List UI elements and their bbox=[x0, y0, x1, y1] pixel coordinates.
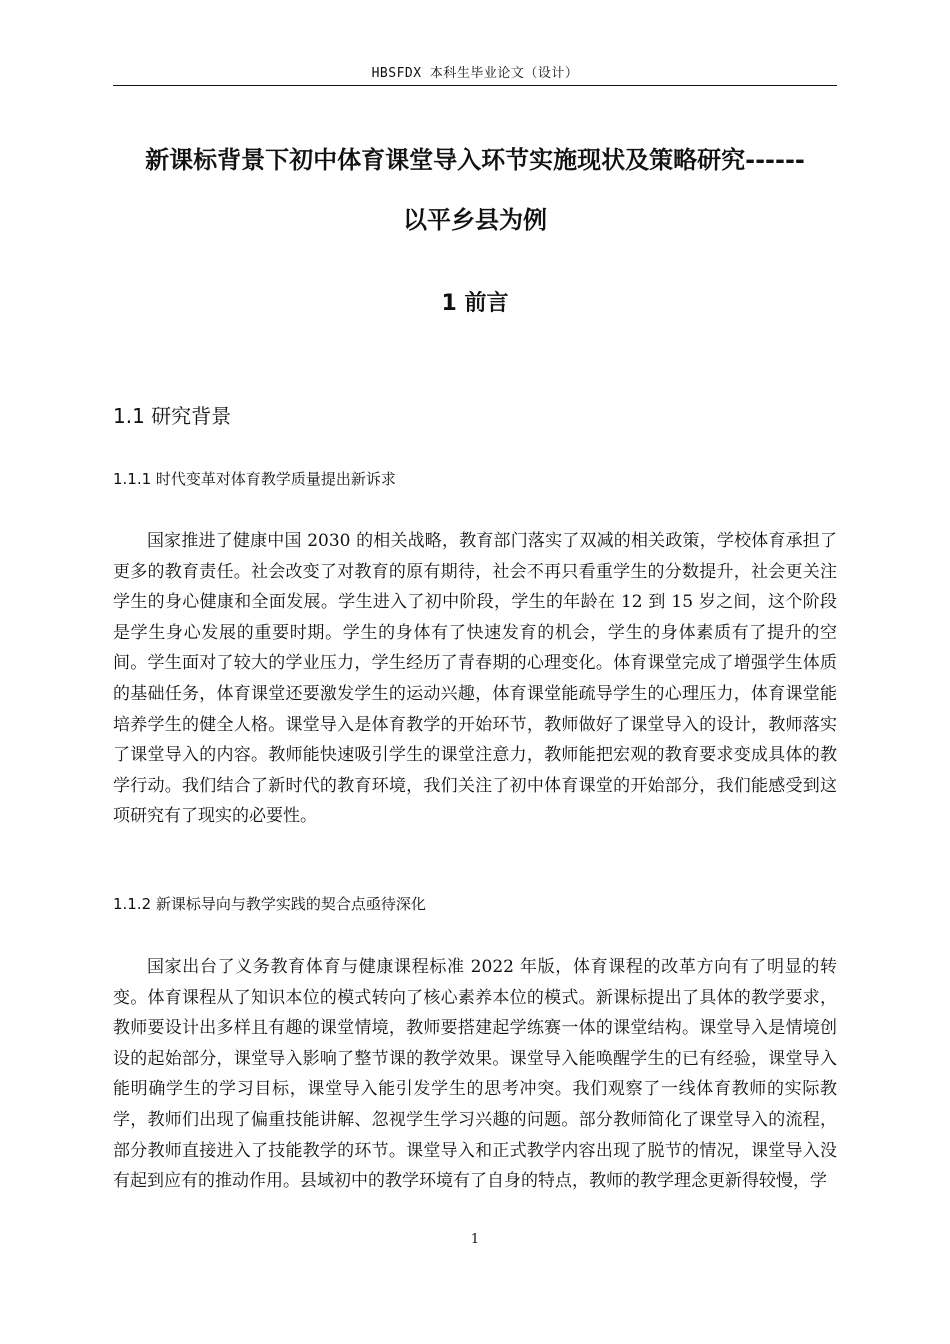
body-paragraph-1: 国家推进了健康中国 2030 的相关战略，教育部门落实了双减的相关政策，学校体育承担了更多的教育责任。社会改变了对教育的原有期待，社会不再只看重学生的分数提升，社会更关注学生的身心健康和全面发展。学生进入了初中阶段，学生的年龄在 12 到 15 岁之间，这个阶段是学生身心发展的重要时期。学生的身体有了快速发育的机会，学生的身体素质有了提升的空间。学生面对了较大的学业压力，学生经历了青春期的心理变化。体育课堂完成了增强学生体质的基础任务，体育课堂还要激发学生的运动兴趣，体育课堂能疏导学生的心理压力，体育课堂能培养学生的健全人格。课堂导入是体育教学的开始环节，教师做好了课堂导入的设计，教师落实了课堂导入的内容。教师能快速吸引学生的课堂注意力，教师能把宏观的教育要求变成具体的教学行动。我们结合了新时代的教育环境，我们关注了初中体育课堂的开始部分，我们能感受到这项研究有了现实的必要性。 bbox=[113, 531, 837, 827]
page-number: 1 bbox=[470, 1232, 480, 1247]
paper-title-line-1: 新课标背景下初中体育课堂导入环节实施现状及策略研究------ bbox=[145, 146, 805, 174]
subsection-heading-2: 1.1.2 新课标导向与教学实践的契合点亟待深化 bbox=[113, 895, 426, 913]
section-heading: 1.1 研究背景 bbox=[113, 404, 232, 428]
chapter-heading: 1 前言 bbox=[441, 291, 509, 316]
paper-title-line-2: 以平乡县为例 bbox=[403, 206, 547, 234]
header-rule bbox=[113, 85, 837, 86]
running-header: HBSFDX 本科生毕业论文（设计） bbox=[371, 66, 579, 81]
body-paragraph-2: 国家出台了义务教育体育与健康课程标准 2022 年版，体育课程的改革方向有了明显的转变。体育课程从了知识本位的模式转向了核心素养本位的模式。新课标提出了具体的教学要求，教师要设计出多样且有趣的课堂情境，教师要搭建起学练赛一体的课堂结构。课堂导入是情境创设的起始部分，课堂导入影响了整节课的教学效果。课堂导入能唤醒学生的已有经验，课堂导入能明确学生的学习目标，课堂导入能引发学生的思考冲突。我们观察了一线体育教师的实际教学，教师们出现了偏重技能讲解、忽视学生学习兴趣的问题。部分教师简化了课堂导入的流程，部分教师直接进入了技能教学的环节。课堂导入和正式教学内容出现了脱节的情况，课堂导入没有起到应有的推动作用。县域初中的教学环境有了自身的特点，教师的教学理念更新得较慢，学 bbox=[113, 957, 837, 1192]
subsection-heading-1: 1.1.1 时代变革对体育教学质量提出新诉求 bbox=[113, 470, 396, 488]
